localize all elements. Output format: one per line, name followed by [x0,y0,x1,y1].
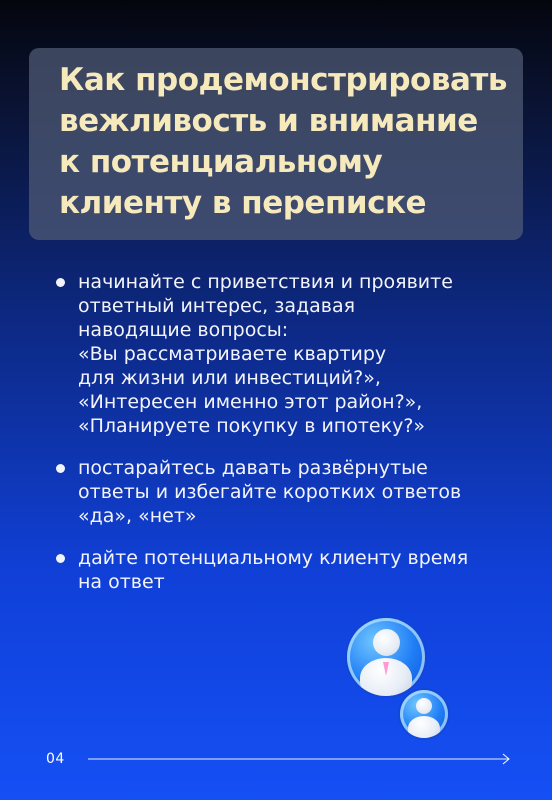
avatar-body [408,716,440,738]
user-avatar-icon [400,690,448,738]
right-arrow-icon [88,752,512,766]
tip-line: на ответ [78,571,165,593]
slide-title [59,60,519,224]
tip-line: ответный интерес, задавая [78,295,356,317]
tip-item [52,270,522,438]
user-avatar-icon [347,618,425,696]
page-number: 04 [46,751,65,767]
bullet-dot-icon [56,464,65,473]
tip-line: постарайтесь давать развёрнутые [78,457,428,479]
tip-line: наводящие вопросы: [78,319,289,341]
tip-line: ответы и избегайте коротких ответов [78,481,462,503]
avatar-tie [383,662,389,676]
tip-line: дайте потенциальному клиенту время [78,547,469,569]
title-card [29,48,523,240]
tip-line: начинайте с приветствия и проявите [78,271,453,293]
tip-line: «Интересен именно этот район?», [78,391,423,413]
slide-title-line: клиенту в переписке [59,185,427,221]
tip-line: «Вы рассматриваете квартиру [78,343,387,365]
tip-line: «Планируете покупку в ипотеку?» [78,415,426,437]
avatar-head [373,629,400,656]
tips-list [52,270,522,612]
tip-item [52,546,522,594]
avatar-head [416,698,432,714]
slide-title-line: вежливость и внимание [59,103,478,139]
slide-title-line: к потенциальному [59,144,383,180]
slide-title-line: Как продемонстрировать [59,62,507,98]
tip-line: «да», «нет» [78,505,197,527]
bullet-dot-icon [56,278,65,287]
tip-item [52,456,522,528]
bullet-dot-icon [56,554,65,563]
tip-line: для жизни или инвестиций?», [78,367,381,389]
